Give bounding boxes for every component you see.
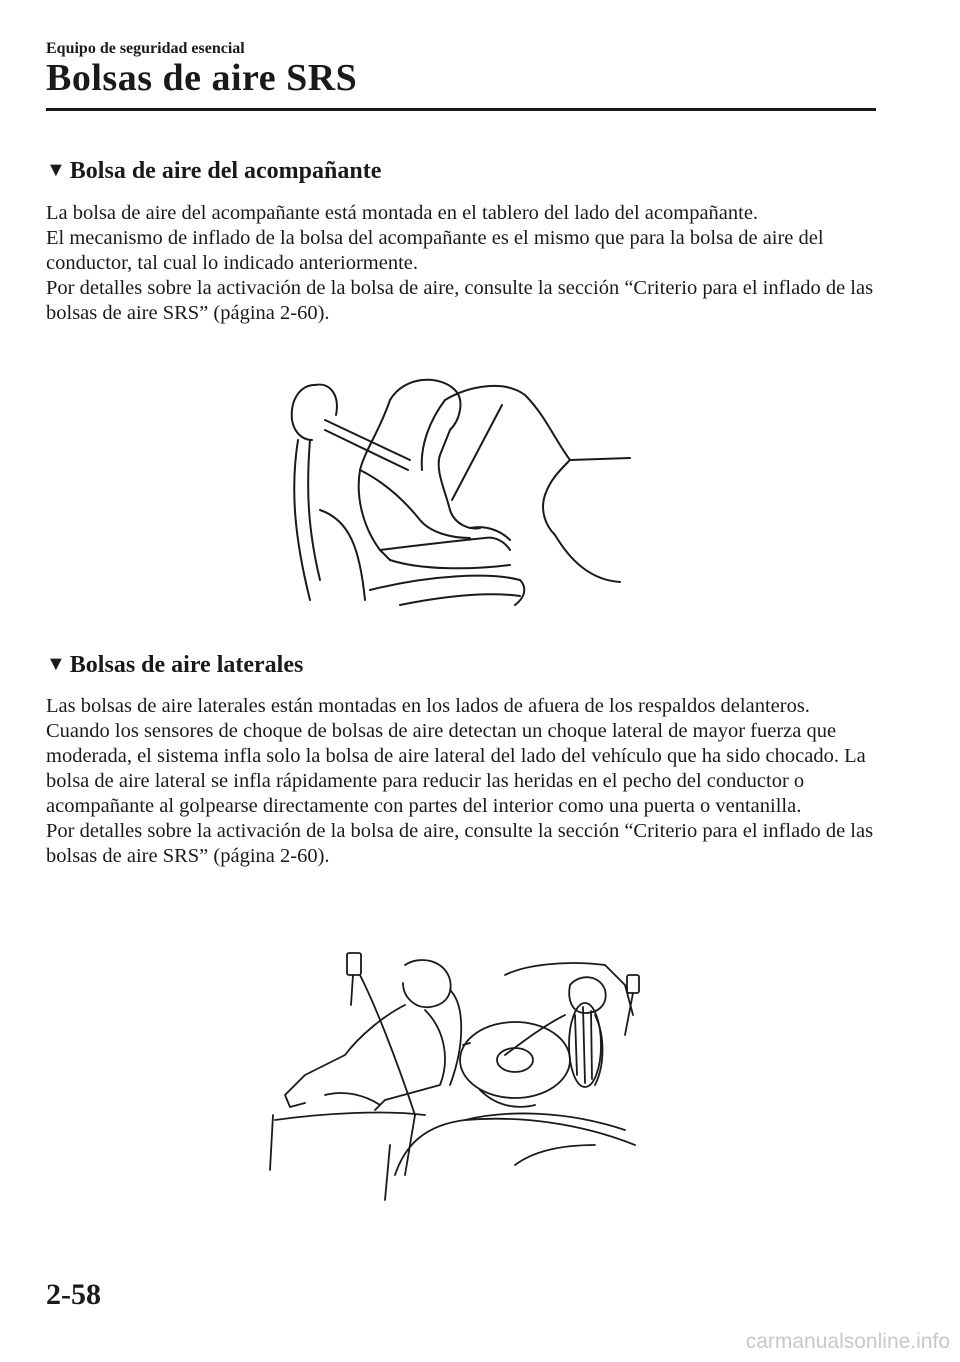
section-heading-text: Bolsas de aire laterales: [69, 652, 304, 678]
dashboard-outline: [370, 576, 524, 605]
section-heading-side-airbags: [46, 652, 303, 679]
paragraph: Por detalles sobre la activación de la bolsa de aire, consulte la sección “Criterio para el inflado de las bolsas de aire SRS” (página 2-60).: [46, 820, 874, 867]
side-airbag-shape: [569, 1003, 601, 1087]
running-header-section: Equipo de seguridad esencial: [46, 40, 245, 57]
paragraph: La bolsa de aire del acompañante está montada en el tablero del lado del acompañante.: [46, 202, 759, 224]
page-number: 2-58: [46, 1278, 101, 1311]
section-heading-passenger-airbag: [46, 158, 381, 185]
paragraph: El mecanismo de inflado de la bolsa del acompañante es el mismo que para la bolsa de aire del conductor, tal cual lo indicado anteriormente.: [46, 227, 824, 274]
paragraph: Cuando los sensores de choque de bolsas de aire detectan un choque lateral de mayor fuerza que moderada, el sistema infla solo la bolsa de aire lateral del lado del vehículo que ha sido chocado. La bolsa de aire lateral se infla rápidamente para reducir las heridas en el pecho del conductor o acompañante al golpearse directamente con partes del interior como una puerta o ventanilla.: [46, 720, 866, 817]
paragraph: Por detalles sobre la activación de la bolsa de aire, consulte la sección “Criterio para el inflado de las bolsas de aire SRS” (página 2-60).: [46, 277, 874, 324]
inflated-airbag: [422, 386, 630, 582]
left-occupant-outline: [270, 953, 461, 1175]
triangle-down-icon: ▼: [46, 159, 66, 181]
side-airbag-illustration: [265, 945, 655, 1205]
section-heading-text: Bolsa de aire del acompañante: [69, 158, 382, 184]
page-title: Bolsas de aire SRS: [46, 57, 358, 99]
paragraph: Las bolsas de aire laterales están montadas en los lados de afuera de los respaldos delanteros.: [46, 695, 810, 717]
seat-outline: [292, 385, 365, 600]
section-body-passenger-airbag: [46, 201, 876, 326]
section-body-side-airbags: [46, 694, 876, 869]
lower-seat-outline: [385, 1113, 635, 1200]
triangle-down-icon: ▼: [46, 653, 66, 675]
passenger-airbag-illustration: [270, 360, 640, 610]
watermark-text: carmanualsonline.info: [745, 1330, 950, 1353]
header-divider: [46, 108, 876, 111]
steering-wheel-outline: [460, 1022, 570, 1107]
